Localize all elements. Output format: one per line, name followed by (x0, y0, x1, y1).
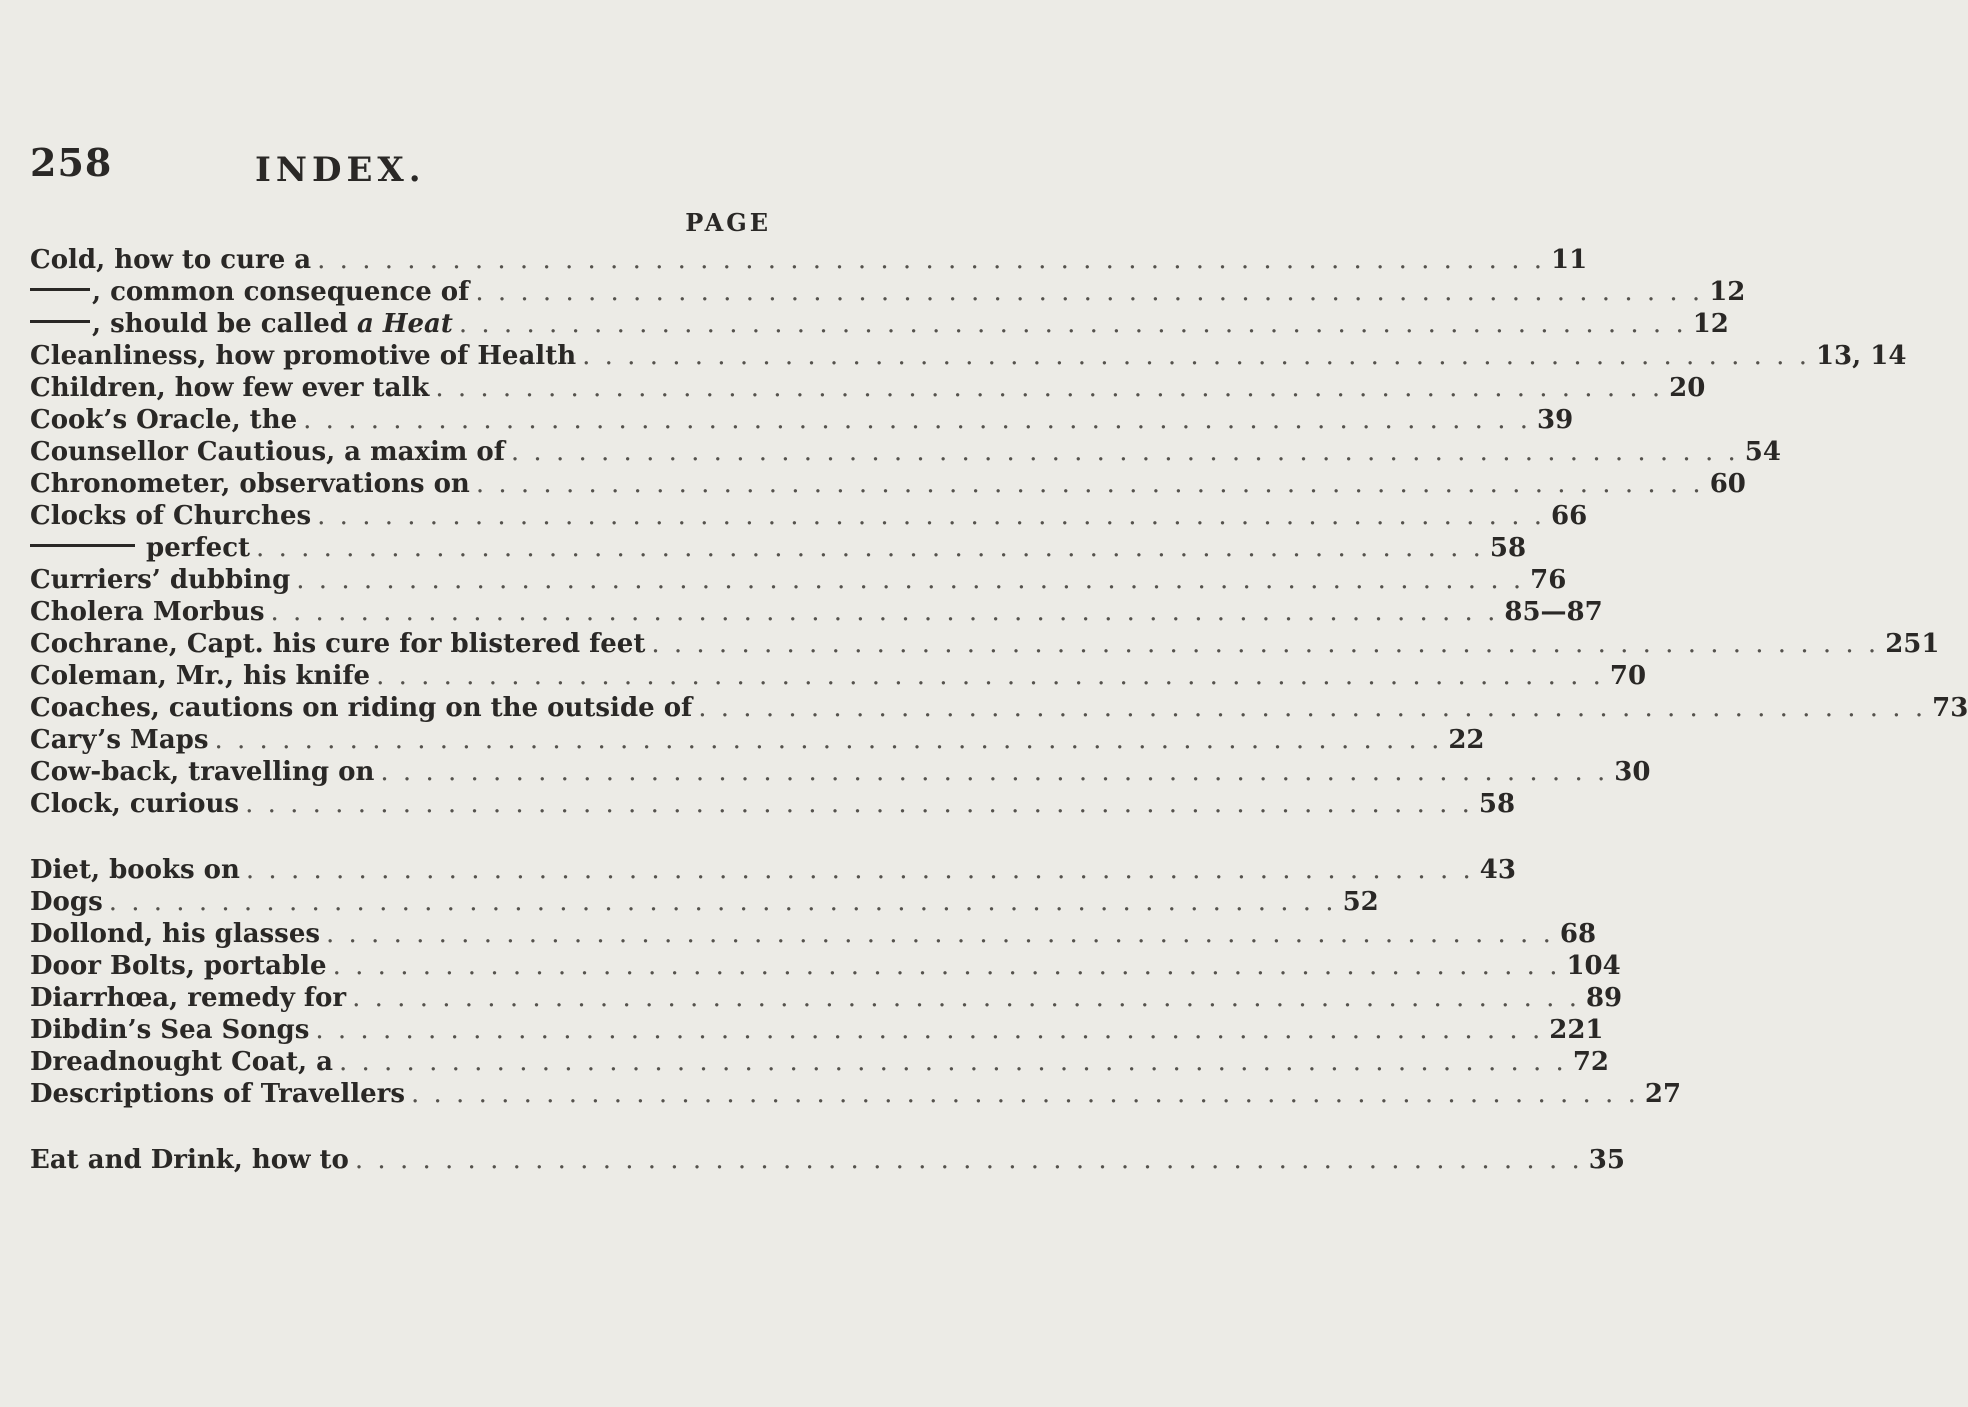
index-entry (30, 276, 1746, 308)
dot-leader: . . . . . . . . . . . . . . . . . . . . . . . . . . . . . . . . . . . . . . . . . . . . . . . . . . . . . . . (475, 277, 1704, 307)
ditto-dash (30, 544, 135, 547)
entry-page-number: 58 (1478, 789, 1516, 819)
entry-text (30, 660, 370, 692)
entry-text (30, 468, 470, 500)
index-entry (30, 1014, 1604, 1046)
entry-text (30, 276, 469, 308)
entry-page-number: 30 (1614, 757, 1651, 787)
entry-page-number: 251 (1885, 629, 1940, 659)
entry-term: Descriptions of Travellers (30, 1079, 405, 1109)
entry-page-number: 12 (1692, 309, 1729, 339)
entry-text (30, 886, 103, 918)
dot-leader: . . . . . . . . . . . . . . . . . . . . . . . . . . . . . . . . . . . . . . . . . . . . . . . . . . . . . . . (317, 501, 1545, 531)
entry-page-number: 66 (1551, 501, 1588, 531)
entry-page-number: 54 (1744, 437, 1781, 467)
index-entry (30, 372, 1706, 404)
index-entry (30, 532, 1527, 564)
entry-text (30, 950, 327, 982)
dot-leader: . . . . . . . . . . . . . . . . . . . . . . . . . . . . . . . . . . . . . . . . . . . . . . . . . . . . . . . (411, 1079, 1639, 1109)
entry-page-number: 35 (1588, 1145, 1625, 1175)
dot-leader: . . . . . . . . . . . . . . . . . . . . . . . . . . . . . . . . . . . . . . . . . . . . . . . . . . . . . . . (214, 725, 1443, 755)
entry-term: Cow-back, travelling on (30, 757, 375, 787)
dot-leader: . . . . . . . . . . . . . . . . . . . . . . . . . . . . . . . . . . . . . . . . . . . . . . . . . . . . . . . (270, 597, 1499, 627)
index-entry (30, 1144, 1625, 1176)
entry-page-number: 72 (1572, 1047, 1609, 1077)
entry-text (30, 532, 250, 564)
entry-term: , common consequence of (92, 277, 470, 307)
entry-page-number: 12 (1709, 277, 1746, 307)
dot-leader: . . . . . . . . . . . . . . . . . . . . . . . . . . . . . . . . . . . . . . . . . . . . . . . . . . . . . . . (352, 983, 1580, 1013)
dot-leader: . . . . . . . . . . . . . . . . . . . . . . . . . . . . . . . . . . . . . . . . . . . . . . . . . . . . . . . (510, 437, 1739, 467)
entry-term: Cochrane, Capt. his cure for blistered feet (30, 629, 646, 659)
index-entry (30, 982, 1623, 1014)
entry-term: Coaches, cautions on riding on the outside of (30, 693, 693, 723)
entry-text (30, 982, 346, 1014)
index-entry (30, 468, 1746, 500)
entry-term-italic: a Heat (356, 309, 453, 339)
entry-text (30, 308, 453, 340)
dot-leader: . . . . . . . . . . . . . . . . . . . . . . . . . . . . . . . . . . . . . . . . . . . . . . . . . . . . . . . (317, 245, 1546, 275)
entry-text (30, 500, 311, 532)
dot-leader: . . . . . . . . . . . . . . . . . . . . . . . . . . . . . . . . . . . . . . . . . . . . . . . . . . . . . . . (475, 469, 1704, 499)
entry-page-number: 73 (1932, 693, 1968, 723)
index-entry (30, 500, 1588, 532)
entry-term: Clock, curious (30, 789, 240, 819)
index-entry (30, 1046, 1609, 1078)
dot-leader: . . . . . . . . . . . . . . . . . . . . . . . . . . . . . . . . . . . . . . . . . . . . . . . . . . . . . . . (303, 405, 1531, 435)
entry-text (30, 788, 239, 820)
dot-leader: . . . . . . . . . . . . . . . . . . . . . . . . . . . . . . . . . . . . . . . . . . . . . . . . . . . . . . . (458, 309, 1687, 339)
dot-leader: . . . . . . . . . . . . . . . . . . . . . . . . . . . . . . . . . . . . . . . . . . . . . . . . . . . . . . . (376, 661, 1604, 691)
entry-page-number: 13, 14 (1815, 341, 1907, 371)
page-column-heading: PAGE (685, 208, 771, 237)
entry-text (30, 436, 505, 468)
entry-text (30, 918, 320, 950)
index-entry (30, 564, 1567, 596)
ditto-dash (30, 288, 90, 291)
entry-text (30, 1046, 333, 1078)
index-entry (30, 918, 1597, 950)
entry-term: Diet, books on (30, 855, 240, 885)
index-entry (30, 436, 1781, 468)
entry-page-number: 52 (1342, 887, 1379, 917)
entry-term: Cary’s Maps (30, 725, 209, 755)
index-entries (30, 244, 1968, 1176)
entry-page-number: 43 (1479, 855, 1516, 885)
entry-term: Chronometer, observations on (30, 469, 470, 499)
index-entry (30, 854, 1516, 886)
ditto-dash (30, 320, 90, 323)
dot-leader: . . . . . . . . . . . . . . . . . . . . . . . . . . . . . . . . . . . . . . . . . . . . . . . . . . . . . . . (435, 373, 1664, 403)
dot-leader: . . . . . . . . . . . . . . . . . . . . . . . . . . . . . . . . . . . . . . . . . . . . . . . . . . . . . . . (698, 693, 1927, 723)
entry-term: , should be called (92, 309, 357, 339)
entry-term: Dogs (30, 887, 103, 917)
entry-page-number: 60 (1709, 469, 1746, 499)
entry-term: Dreadnought Coat, a (30, 1047, 333, 1077)
dot-leader: . . . . . . . . . . . . . . . . . . . . . . . . . . . . . . . . . . . . . . . . . . . . . . . . . . . . . . . (315, 1015, 1544, 1045)
index-entry (30, 628, 1940, 660)
dot-leader: . . . . . . . . . . . . . . . . . . . . . . . . . . . . . . . . . . . . . . . . . . . . . . . . . . . . . . . (354, 1145, 1583, 1175)
index-entry (30, 724, 1485, 756)
dot-leader: . . . . . . . . . . . . . . . . . . . . . . . . . . . . . . . . . . . . . . . . . . . . . . . . . . . . . . . (326, 919, 1554, 949)
index-entry (30, 660, 1647, 692)
index-entry (30, 886, 1379, 918)
entry-term: Diarrhœa, remedy for (30, 983, 347, 1013)
page-number: 258 (30, 140, 113, 185)
index-entry (30, 1078, 1682, 1110)
entry-term: Cleanliness, how promotive of Health (30, 341, 577, 371)
entry-page-number: 68 (1559, 919, 1597, 949)
entry-term: Cold, how to cure a (30, 245, 312, 275)
entry-text (30, 596, 265, 628)
dot-leader: . . . . . . . . . . . . . . . . . . . . . . . . . . . . . . . . . . . . . . . . . . . . . . . . . . . . . . . (108, 887, 1337, 917)
entry-page-number: 22 (1448, 725, 1485, 755)
index-entry (30, 308, 1729, 340)
entry-page-number: 70 (1609, 661, 1647, 691)
dot-leader: . . . . . . . . . . . . . . . . . . . . . . . . . . . . . . . . . . . . . . . . . . . . . . . . . . . . . . . (338, 1047, 1567, 1077)
entry-text (30, 1078, 405, 1110)
entry-page-number: 85—87 (1504, 597, 1603, 627)
dot-leader: . . . . . . . . . . . . . . . . . . . . . . . . . . . . . . . . . . . . . . . . . . . . . . . . . . . . . . . (245, 855, 1474, 885)
entry-term: Dollond, his glasses (30, 919, 320, 949)
entry-term: Cholera Morbus (30, 597, 265, 627)
index-entry (30, 756, 1651, 788)
entry-text (30, 724, 208, 756)
index-entry (30, 692, 1968, 724)
dot-leader: . . . . . . . . . . . . . . . . . . . . . . . . . . . . . . . . . . . . . . . . . . . . . . . . . . . . . . . (582, 341, 1810, 371)
dot-leader: . . . . . . . . . . . . . . . . . . . . . . . . . . . . . . . . . . . . . . . . . . . . . . . . . . . . . . . (296, 565, 1525, 595)
entry-text (30, 404, 297, 436)
entry-page-number: 27 (1644, 1079, 1682, 1109)
entry-text (30, 1014, 309, 1046)
entry-text (30, 628, 645, 660)
index-entry (30, 788, 1516, 820)
entry-text (30, 340, 576, 372)
entry-page-number: 76 (1530, 565, 1567, 595)
dot-leader: . . . . . . . . . . . . . . . . . . . . . . . . . . . . . . . . . . . . . . . . . . . . . . . . . . . . . . . (245, 789, 1473, 819)
running-head: INDEX. (255, 150, 426, 190)
dot-leader: . . . . . . . . . . . . . . . . . . . . . . . . . . . . . . . . . . . . . . . . . . . . . . . . . . . . . . . (256, 533, 1484, 563)
entry-text (30, 756, 374, 788)
entry-term: Coleman, Mr., his knife (30, 661, 371, 691)
entry-term: perfect (137, 533, 251, 563)
entry-term: Door Bolts, portable (30, 951, 327, 981)
index-entry (30, 244, 1588, 276)
entry-term: Curriers’ dubbing (30, 565, 291, 595)
entry-text (30, 692, 692, 724)
entry-page-number: 39 (1537, 405, 1574, 435)
entry-page-number: 89 (1585, 983, 1623, 1013)
entry-term: Counsellor Cautious, a maxim of (30, 437, 505, 467)
entry-term: Clocks of Churches (30, 501, 312, 531)
entry-term: Eat and Drink, how to (30, 1145, 349, 1175)
entry-text (30, 854, 240, 886)
entry-text (30, 564, 290, 596)
dot-leader: . . . . . . . . . . . . . . . . . . . . . . . . . . . . . . . . . . . . . . . . . . . . . . . . . . . . . . . (651, 629, 1880, 659)
entry-term: Dibdin’s Sea Songs (30, 1015, 310, 1045)
entry-text (30, 1144, 349, 1176)
entry-page-number: 104 (1566, 951, 1621, 981)
dot-leader: . . . . . . . . . . . . . . . . . . . . . . . . . . . . . . . . . . . . . . . . . . . . . . . . . . . . . . . (332, 951, 1561, 981)
entry-page-number: 11 (1551, 245, 1588, 275)
index-entry (30, 404, 1574, 436)
index-entry (30, 596, 1603, 628)
entry-text (30, 372, 429, 404)
entry-text (30, 244, 311, 276)
entry-page-number: 58 (1489, 533, 1527, 563)
entry-page-number: 221 (1549, 1015, 1604, 1045)
index-entry (30, 340, 1907, 372)
entry-page-number: 20 (1669, 373, 1706, 403)
entry-term: Children, how few ever talk (30, 373, 430, 403)
index-entry (30, 950, 1621, 982)
dot-leader: . . . . . . . . . . . . . . . . . . . . . . . . . . . . . . . . . . . . . . . . . . . . . . . . . . . . . . . (380, 757, 1609, 787)
entry-term: Cook’s Oracle, the (30, 405, 298, 435)
